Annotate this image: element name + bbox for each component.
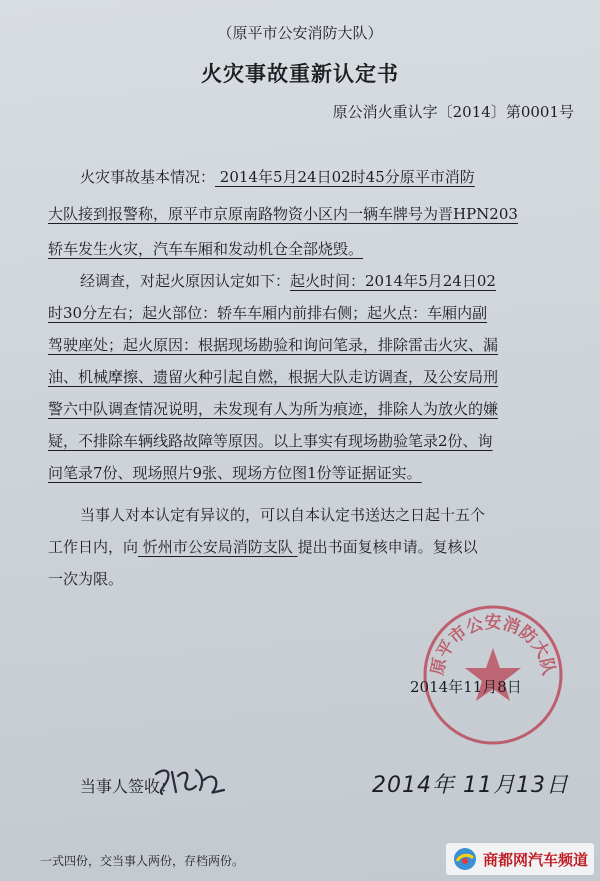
review-organization: 忻州市公安局消防支队 [138, 538, 298, 556]
basic-info-text: 2014年5月24日02时45分原平市消防 [215, 168, 475, 186]
para1-line1 [80, 166, 475, 187]
document-title: 火灾事故重新认定书 [201, 61, 399, 86]
para2-line1 [80, 270, 496, 291]
issue-date: 2014年11月8日 [410, 678, 522, 696]
document-number: 原公消火重认字〔2014〕第0001号 [332, 103, 574, 121]
site-watermark [446, 843, 594, 875]
fire-time-text: 起火时间：2014年5月24日02 [290, 272, 496, 290]
issuing-unit: （原平市公安消防大队） [217, 24, 383, 42]
para2-line4: 油、机械摩擦、遗留火种引起自燃，根据大队走访调查，及公安局刑 [48, 368, 499, 386]
para2-line2: 时30分左右；起火部位：轿车车厢内前排右侧；起火点：车厢内副 [48, 304, 488, 322]
signature-date: 2014年 11月13日 [372, 773, 569, 798]
cause-label: 经调查，对起火原因认定如下： [80, 272, 291, 290]
copies-note: 一式四份，交当事人两份，存档两份。 [40, 854, 245, 868]
review-post: 提出书面复核申请。复核以 [297, 538, 478, 556]
para2-line5: 警六中队调查情况说明，未发现有人为所为痕迹，排除人为放火的嫌 [48, 400, 499, 418]
para3-line1: 当事人对本认定有异议的，可以自本认定书送达之日起十五个 [80, 506, 486, 524]
review-pre: 工作日内，向 [48, 538, 139, 556]
para2-line6: 疑，不排除车辆线路故障等原因。以上事实有现场勘验笔录2份、询 [48, 432, 493, 450]
basic-info-label: 火灾事故基本情况： [80, 168, 216, 186]
site-logo-icon [452, 846, 478, 872]
para1-line2: 大队接到报警称，原平市京原南路物资小区内一辆车牌号为晋HPN203 [48, 205, 518, 223]
watermark-text: 商都网汽车频道 [482, 851, 588, 869]
para1-line3: 轿车发生火灾，汽车车厢和发动机仓全部烧毁。 [48, 240, 364, 258]
para3-line2 [48, 536, 478, 557]
para3-line3: 一次为限。 [48, 570, 124, 588]
para2-line3: 驾驶座处；起火原因：根据现场勘验和询问笔录，排除雷击火灾、漏 [48, 336, 499, 354]
handwritten-signature-icon [150, 760, 230, 800]
para2-line7: 问笔录7份、现场照片9张、现场方位图1份等证据证实。 [48, 464, 422, 482]
official-seal-icon [418, 600, 568, 750]
signature-label: 当事人签收： [80, 777, 177, 796]
seal-lettering: 原平市公安消防大队 [427, 612, 559, 678]
